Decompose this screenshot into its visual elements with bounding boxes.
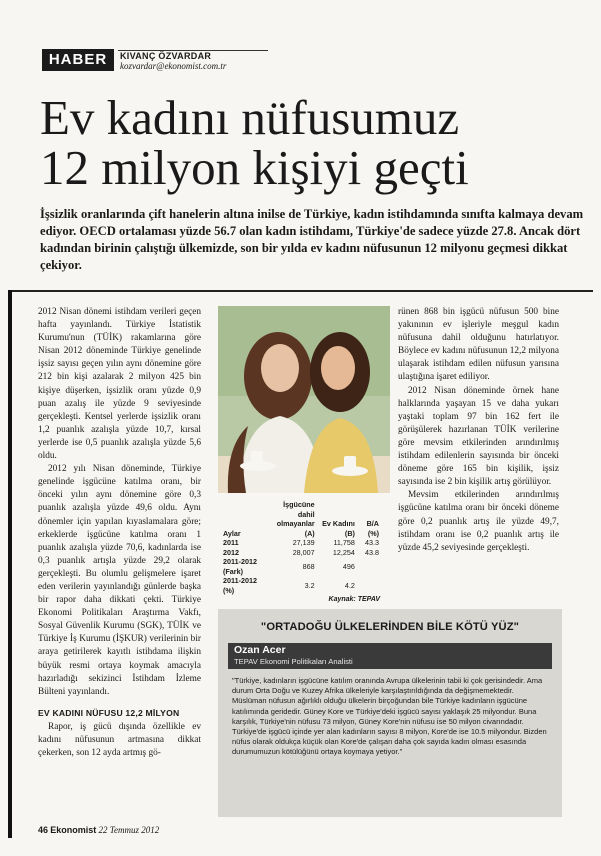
subheading: EV KADINI NÜFUSU 12,2 MİLYON — [38, 707, 180, 718]
table-cell: 28,007 — [292, 547, 315, 557]
table-row — [222, 557, 380, 576]
quote-box-title: "ORTADOĞU ÜLKELERİNDEN BİLE KÖTÜ YÜZ" — [260, 621, 520, 633]
table-cell: 2011-2012 (%) — [223, 576, 257, 595]
author-name: KIVANÇ ÖZVARDAR — [120, 51, 212, 61]
left-margin-bar — [8, 290, 12, 838]
quote-text: "Türkiye, kadınların işgücüne katılım oranında Avrupa ülkelerinin tabii ki çok gerisindedir. Ama durum Orta Doğu ve Kuzey Afrika ülkeleriyle karşılaştırıldığında da değişmemektedir. Müslüman nüfusun ağırlıklı olduğu ülkelerin birçoğundan bile Türkiye kadınların işgücüne katılımında geridedir. Güney Kore ve Türkiye'deki işgücü sayısı yaklaşık 25 milyondur. Buna karşılık, Türkiye'nin nüfusu 73 milyon, Güney Kore'nin nüfusu ise 50 milyon civarındadır. Türkiye'de işgücü içinde yer alan kadınların sayısı 8 milyon, Kore'de ise 10.5 milyondur. Bizden nüfus olarak oldukça küçük olan Kore'de çalışan daha çok sayıda kadın olması esasında durumumuzun kötülüğünü ortaya koymaya yetiyor." — [232, 676, 547, 757]
table-row — [222, 576, 380, 595]
table-cell — [356, 576, 380, 595]
table-header: Ev Kadını (B) — [322, 519, 355, 538]
author-email[interactable]: kozvardar@ekonomist.com.tr — [120, 61, 227, 71]
table-row — [222, 538, 380, 548]
table-cell — [356, 557, 380, 576]
photo-two-women-drinking-coffee — [218, 306, 390, 493]
table-cell: 43.8 — [365, 547, 379, 557]
table-source: Kaynak: TEPAV — [328, 596, 380, 603]
article-column-3 — [398, 306, 559, 555]
table-cell: 4.2 — [344, 580, 355, 590]
issue-date: 22 Temmuz 2012 — [98, 825, 160, 835]
table-cell: 11,758 — [333, 538, 355, 547]
table-cell: 868 — [302, 561, 315, 571]
quote-box-byline — [228, 643, 552, 669]
table-header: Aylar — [223, 528, 241, 538]
page-footer — [38, 825, 159, 835]
article-column-1 — [38, 306, 201, 760]
paragraph: 2012 Nisan döneminde örnek hane halklarında yaşayan 15 ve daha yukarı yaştaki toplam 97 bin 162 fert ile görüşülerek hazırlanan TÜİK verilerine göre mevsim etkilerinden arındırılmış istihdam edilenlerin sayısında bir önceki döneme göre 165 bin kişilik, işsiz sayısında ise 2 bin kişilik artış görülüyor. — [398, 385, 559, 488]
table-cell: 2011 — [223, 538, 239, 547]
quote-person-role: TEPAV Ekonomi Politikaları Analisti — [234, 657, 353, 666]
lede: İşsizlik oranlarında çift hanelerin altına inilse de Türkiye, kadın istihdamında sınıfta kalmaya devam ediyor. OECD ortalaması yüzde 56.7 olan kadın istihdamı, Türkiye'de sadece yüzde 27.8. Ancak dört kadından birinin çalıştığı ülkemizde, son bir yılda ev kadını nüfusunun 12 milyonu geçmesi dikkat çekiyor. — [40, 207, 584, 272]
table-cell: 496 — [342, 561, 355, 571]
article-photo — [218, 306, 390, 493]
table-header: İşgücüne dahil olmayanlar (A) — [276, 500, 315, 538]
headline — [40, 90, 570, 195]
stats-table — [222, 500, 380, 603]
section-divider — [8, 290, 593, 292]
paragraph: rünen 868 bin işgücü nüfusun 500 bine yakınının ev işleriyle meşgul kadın nüfusuna dahil olduğunu hatırlatıyor. Böylece ev kadını nüfusunun 12,2 milyona ulaşarak istihdam edilen nüfusun yarısına ulaştığına işaret ediliyor. — [398, 307, 559, 383]
paragraph: Mevsim etkilerinden arındırılmış işgücüne katılma oranı bir önceki döneme göre 0,2 puanlık artış ile yüzde 49,7, istihdam oranı ise 0,2 puanlık artış ile yüzde 45,2 seviyesinde gerçekleşti. — [398, 490, 559, 553]
table-cell: 43.3 — [365, 538, 379, 547]
paragraph: Rapor, iş gücü dışında özellikle ev kadını nüfusunun artmasına dikkat çekerken, son 12 ayda artmış gö- — [38, 721, 201, 759]
table-cell: 2012 — [223, 547, 239, 557]
headline-line-1: Ev kadını nüfusumuz — [40, 90, 460, 145]
quote-person-name: Ozan Acer — [234, 644, 286, 656]
table-cell: 12,254 — [332, 547, 355, 557]
paragraph: 2012 Nisan dönemi istihdam verileri geçen hafta yayınlandı. Türkiye İstatistik Kurumu'nun (TÜİK) rakamlarına göre Nisan 2012 döneminde Türkiye genelinde işsiz sayısı geçen yılın aynı dönemine göre 212 bin kişi azalarak 2 milyon 425 bin kişiye düşerken, işsizlik oranı yüzde 0,9 puan azalış ile yüzde 9 seviyesinde gerçekleşti. Kentsel yerlerde işsizlik oranı 1,2 puanlık azalışla yüzde 10,7, kırsal yerlerde ise 0,5 puanlık azalışla yüzde 5,6 oldu. — [38, 307, 201, 462]
headline-line-2: 12 milyon kişiyi geçti — [40, 140, 469, 195]
quote-box — [218, 609, 562, 817]
page-number: 46 — [38, 825, 49, 835]
magazine-name: Ekonomist — [50, 825, 97, 835]
table-cell: 3.2 — [304, 580, 315, 590]
paragraph: 2012 yılı Nisan döneminde, Türkiye genelinde işgücüne katılma oranı, bir önceki yılın aynı dönemine göre 0,3 puanlık azalışla yüzde 49,6 oldu. Aynı dönemler için yapılan kıyaslamalara göre; erkeklerde işgücüne katılma oranı 1 puanlık azalışla yüzde 70,6, kadınlarda ise 0,3 puanlık artışla yüzde 29,2 olarak gerçekleşti. Bu olumlu gelişmelere işaret eden verilerin yayınlandığı günlerde başka bir rapor daha dikkati çekti. Türkiye Ekonomi Politikaları Araştırma Vakfı, Sosyal Güvenlik Kurumu (SGK), TÜİK ve Türkiye İş Kurumu (İŞKUR) verilerinin bir araya getirilerek kayıtlı istihdama ilişkin büyük resmi ortaya koymak amacıyla hazırladığı sekizinci İstihdam İzleme Bülteni yayınlandı. — [38, 464, 201, 697]
table-cell: 2011-2012 (Fark) — [223, 557, 257, 576]
section-label: HABER — [42, 49, 114, 71]
table-cell: 27,139 — [292, 538, 315, 547]
table-row — [222, 548, 380, 558]
table-header: B/A (%) — [366, 519, 379, 538]
table-header-row — [222, 500, 380, 538]
